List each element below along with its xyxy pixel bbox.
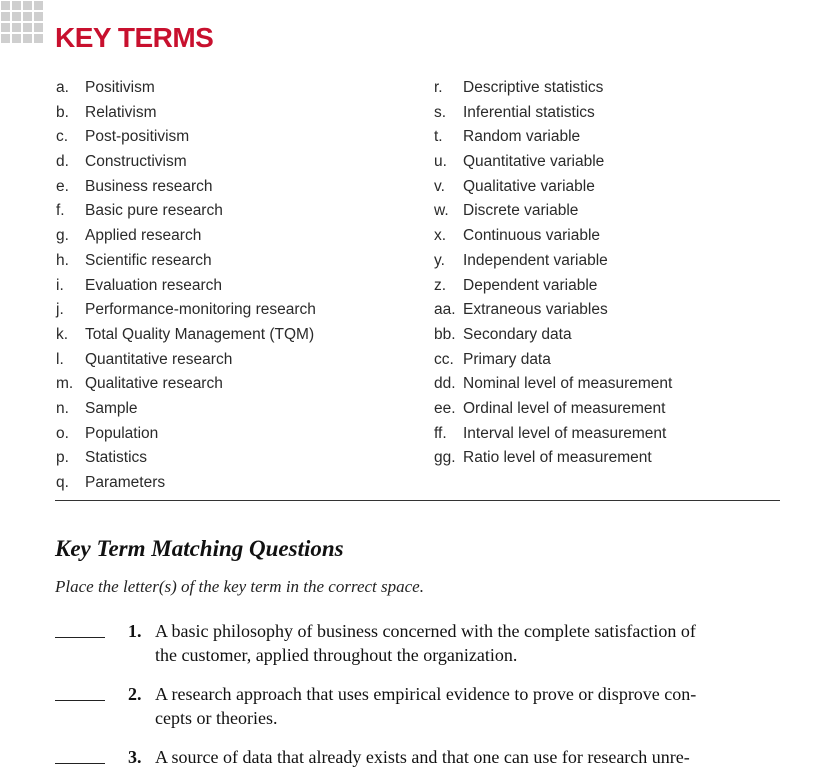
answer-blank[interactable] [55,637,105,638]
key-term-text: Extraneous variables [463,301,608,319]
key-term-letter: j. [56,301,64,319]
key-term-item [434,125,672,150]
key-term-text: Qualitative variable [463,177,595,195]
key-term-text: Relativism [85,103,157,121]
key-term-item [434,422,672,447]
key-term-text: Ordinal level of measurement [463,399,666,417]
key-term-letter: c. [56,128,69,146]
key-term-item [56,76,316,101]
key-term-letter: v. [434,177,445,195]
key-term-item [56,274,316,299]
key-term-letter: p. [56,449,69,467]
key-term-letter: gg. [434,449,456,467]
key-term-item [434,446,672,471]
key-term-letter: i. [56,276,64,294]
key-term-item [434,298,672,323]
question-text-continued: cepts or theories. [155,708,278,728]
key-term-text: Post-positivism [85,128,190,146]
key-term-item [434,101,672,126]
key-term-text: Total Quality Management (TQM) [85,325,315,343]
key-term-text: Inferential statistics [463,103,595,121]
key-term-text: Positivism [85,79,155,96]
question-text: A research approach that uses empirical evidence to prove or disprove con- [155,684,697,704]
key-term-letter: d. [56,153,69,171]
key-term-text: Secondary data [463,325,572,343]
key-term-letter: g. [56,227,69,245]
question-text: A source of data that already exists and that one can use for research unre- [155,747,690,767]
key-term-item [56,298,316,323]
key-term-letter: dd. [434,375,456,393]
instructions: Place the letter(s) of the key term in the correct space. [55,577,424,596]
key-term-item [56,224,316,249]
key-term-text: Independent variable [463,251,608,269]
key-terms-left-column [56,76,316,496]
key-term-item [56,372,316,397]
key-term-letter: x. [434,227,447,245]
key-term-letter: aa. [434,301,456,319]
key-term-item [434,249,672,274]
key-term-letter: r. [434,79,443,96]
key-term-item [56,125,316,150]
key-term-letter: cc. [434,350,454,368]
key-term-text: Applied research [85,227,202,245]
question-number: 1. [128,621,142,641]
key-term-item [434,150,672,175]
key-term-letter: h. [56,251,69,269]
key-term-item [434,348,672,373]
key-term-letter: bb. [434,325,456,343]
key-term-item [434,323,672,348]
key-term-text: Sample [85,399,138,417]
key-term-letter: l. [56,350,64,368]
key-term-text: Statistics [85,449,148,467]
question-text: A basic philosophy of business concerned with the complete satisfaction of [155,621,696,641]
key-term-letter: m. [56,375,74,393]
key-term-letter: n. [56,399,69,417]
key-term-text: Basic pure research [85,202,223,220]
question-number: 2. [128,684,142,704]
key-term-item [434,274,672,299]
section-title: Key Term Matching Questions [55,536,344,561]
key-term-text: Quantitative research [85,350,233,368]
key-term-letter: t. [434,128,443,146]
question-text-continued: the customer, applied throughout the organization. [155,645,518,665]
answer-blank[interactable] [55,763,105,764]
key-term-text: Population [85,424,159,442]
key-term-item [56,249,316,274]
key-term-letter: b. [56,103,69,121]
key-term-text: Business research [85,177,213,195]
key-term-item [56,397,316,422]
key-term-letter: o. [56,424,69,442]
key-term-item [56,446,316,471]
key-term-letter: k. [56,325,69,343]
key-term-letter: e. [56,177,69,195]
key-term-letter: z. [434,276,447,294]
key-term-text: Evaluation research [85,276,222,294]
key-term-text: Dependent variable [463,276,598,294]
key-term-text: Parameters [85,474,166,491]
key-term-letter: w. [434,202,449,220]
key-term-text: Constructivism [85,153,187,171]
answer-blank[interactable] [55,700,105,701]
key-term-letter: u. [434,153,447,171]
key-term-text: Discrete variable [463,202,579,220]
key-term-letter: y. [434,251,445,269]
key-term-item [434,76,672,101]
key-term-letter: s. [434,103,447,121]
key-term-text: Qualitative research [85,375,223,393]
key-term-item [434,397,672,422]
key-term-item [434,224,672,249]
key-term-item [56,422,316,447]
key-term-letter: ee. [434,399,456,417]
key-term-letter: ff. [434,424,447,442]
key-term-letter: a. [56,79,69,96]
key-term-item [56,101,316,126]
key-term-item [434,199,672,224]
key-term-item [434,175,672,200]
key-term-item [56,471,316,496]
key-term-text: Descriptive statistics [463,79,604,96]
key-term-letter: q. [56,474,69,491]
key-term-text: Primary data [463,350,551,368]
key-terms-right-column [434,76,672,471]
key-term-text: Random variable [463,128,581,146]
key-term-text: Quantitative variable [463,153,605,171]
key-term-letter: f. [56,202,65,220]
page-title: KEY TERMS [55,22,214,53]
grid-icon [0,0,46,46]
key-term-text: Nominal level of measurement [463,375,673,393]
key-term-item [56,150,316,175]
key-term-item [56,175,316,200]
section-divider [55,500,780,501]
question-number: 3. [128,747,142,767]
key-term-text: Ratio level of measurement [463,449,652,467]
key-term-item [56,348,316,373]
key-term-text: Interval level of measurement [463,424,667,442]
key-term-item [56,199,316,224]
key-term-text: Scientific research [85,251,212,269]
key-term-text: Continuous variable [463,227,601,245]
key-term-item [434,372,672,397]
key-term-text: Performance-monitoring research [85,301,316,319]
key-term-item [56,323,316,348]
